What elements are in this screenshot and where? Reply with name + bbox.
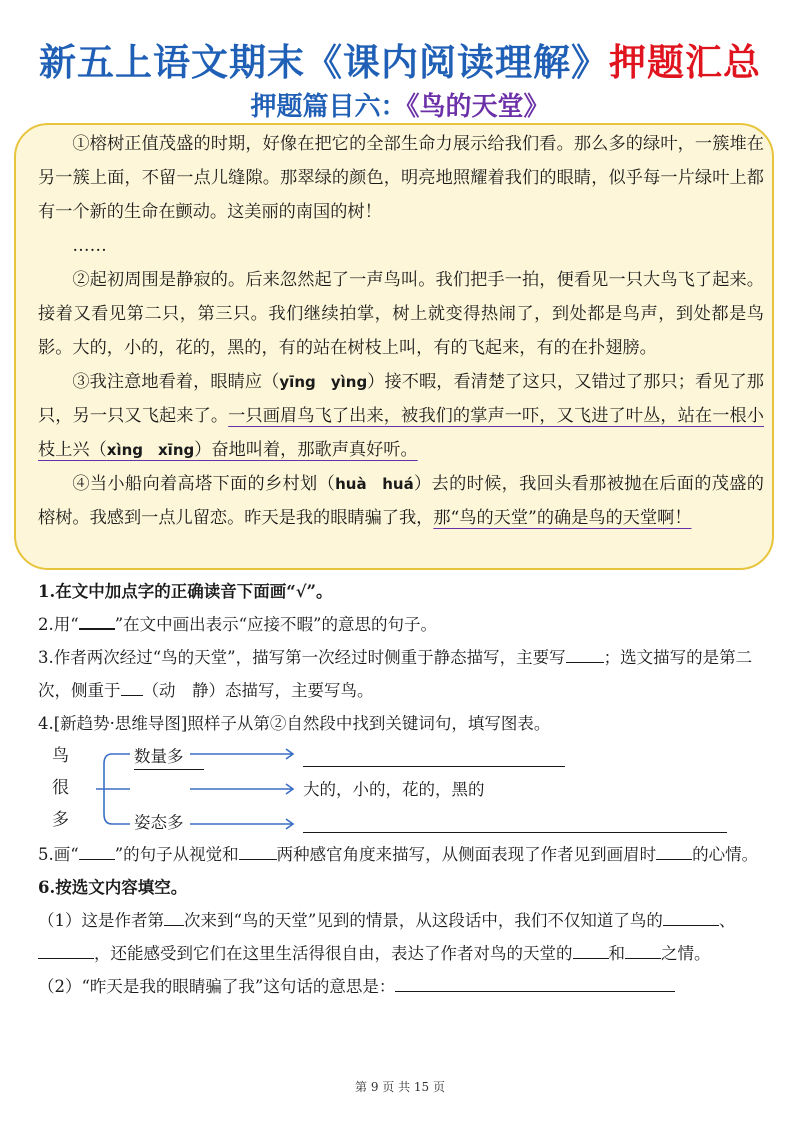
arrow-row-2 [190,784,293,794]
mind-map-answer-line-1[interactable] [303,766,565,767]
passage-paragraph-1: ①榕树正值茂盛的时期，好像在把它的全部生命力展示给我们看。那么多的绿叶，一簇堆在另一簇上面，不留一点儿缝隙。那翠绿的颜色，明亮地照耀着我们的眼睛，似乎每一片绿叶上都有一个新的生命在颤动。这美丽的南国的树！ [38,134,764,222]
q3-blank-1[interactable] [566,646,604,664]
mind-map-answer-line-3[interactable] [303,832,727,833]
arrow-row-1 [190,749,293,759]
pinyin-options-3: huà huá [335,475,414,493]
title-part-c: 押题汇总 [609,41,761,84]
question-section [38,575,764,1003]
pinyin-options-2: xìng xīng [106,441,195,459]
q3-blank-2[interactable] [121,679,143,697]
pinyin-options-1: yīng yìng [279,373,368,391]
question-5: 5.画“ ”的句子从视觉和 两种感官角度来描写，从侧面表现了作者见到画眉时 的心情。 [38,838,764,871]
question-6: 6.按选文内容填空。 [38,878,188,897]
mind-map-row-1-label: 数量多 [134,747,184,766]
question-6-part-2: （2）“昨天是我的眼睛骗了我”这句话的意思是： [38,970,764,1003]
mind-map-root-char-3: 多 [52,810,69,830]
subtitle-part-b: 《鸟的天堂》 [406,92,550,122]
question-6-part-1: （1）这是作者第 次来到“鸟的天堂”见到的情景，从这段话中，我们不仅知道了鸟的 、，还能感受到它们在这里生活得很自由，表达了作者对鸟的天堂的 和 之情。 [38,904,764,970]
underlined-final-sentence: 那“鸟的天堂”的确是鸟的天堂啊！ [433,508,692,528]
question-4: 4.[新趋势·思维导图]照样子从第②自然段中找到关键词句，填写图表。 [38,714,551,733]
title-part-a: 新五上语文期末 [39,41,305,84]
mind-map-row-3-label: 姿态多 [134,813,184,832]
q5-blank-3[interactable] [656,843,692,861]
q5-blank-1[interactable] [79,843,115,861]
q6-1-blank-4[interactable] [573,942,609,960]
title-part-b: 《课内阅读理解》 [305,41,609,84]
passage-paragraph-2: ②起初周围是静寂的。后来忽然起了一声鸟叫。我们把手一拍，便看见一只大鸟飞了起来。接着又看见第二只，第三只。我们继续拍掌，树上就变得热闹了，到处都是鸟声，到处都是鸟影。大的，小的，花的，黑的，有的站在树枝上叫，有的飞起来，有的在扑翅膀。 [38,270,764,358]
passage-ellipsis: …… [72,236,107,256]
arrow-row-3 [190,819,293,829]
page-number: 第 9 页 共 15 页 [355,1080,445,1094]
mind-map-answer-2: 大的，小的，花的，黑的 [303,780,485,799]
question-1: 1.在文中加点字的正确读音下面画“√”。 [38,582,333,601]
mind-map-row-2-blank[interactable] [134,752,204,770]
reading-passage [38,127,764,535]
q6-1-blank-2[interactable] [663,909,719,927]
q6-1-blank-1[interactable] [164,909,184,927]
passage-paragraph-3: ③我注意地看着，眼睛应（yīng yìng）接不暇，看清楚了这只，又错过了那只；看见了那只，另一只又飞起来了。一只画眉鸟飞了出来，被我们的掌声一吓，又飞进了叶丛，站在一根小枝上兴（xìng xīng）奋地叫着，那歌声真好听。 [38,372,764,460]
mind-map [38,740,764,838]
q6-1-blank-5[interactable] [625,942,661,960]
page-title [0,38,800,88]
question-2: 2.用“ ”在文中画出表示“应接不暇”的意思的句子。 [38,608,764,641]
subtitle-part-a: 押题篇目六： [250,92,407,122]
underlined-sentence: 一只画眉鸟飞了出来，被我们的掌声一吓，又飞进了叶丛，站在一根小枝上兴（xìng xīng）奋地叫着，那歌声真好听。 [38,406,764,460]
passage-paragraph-4: ④当小船向着高塔下面的乡村划（huà huá）去的时候，我回头看那被抛在后面的茂盛的榕树。我感到一点儿留恋。昨天是我的眼睛骗了我，那“鸟的天堂”的确是鸟的天堂啊！ [38,474,764,528]
page-subtitle [0,90,800,124]
q6-2-answer-line[interactable] [395,975,675,993]
q6-1-blank-3[interactable] [38,942,94,960]
q2-underline-sample [79,612,115,631]
question-3: 3.作者两次经过“鸟的天堂”，描写第一次经过时侧重于静态描写，主要写 ；选文描写的是第二次，侧重于 （动 静）态描写，主要写鸟。 [38,641,764,707]
q5-blank-2[interactable] [239,843,277,861]
mind-map-root-char-1: 鸟 [52,746,69,766]
mind-map-root-char-2: 很 [52,778,69,798]
